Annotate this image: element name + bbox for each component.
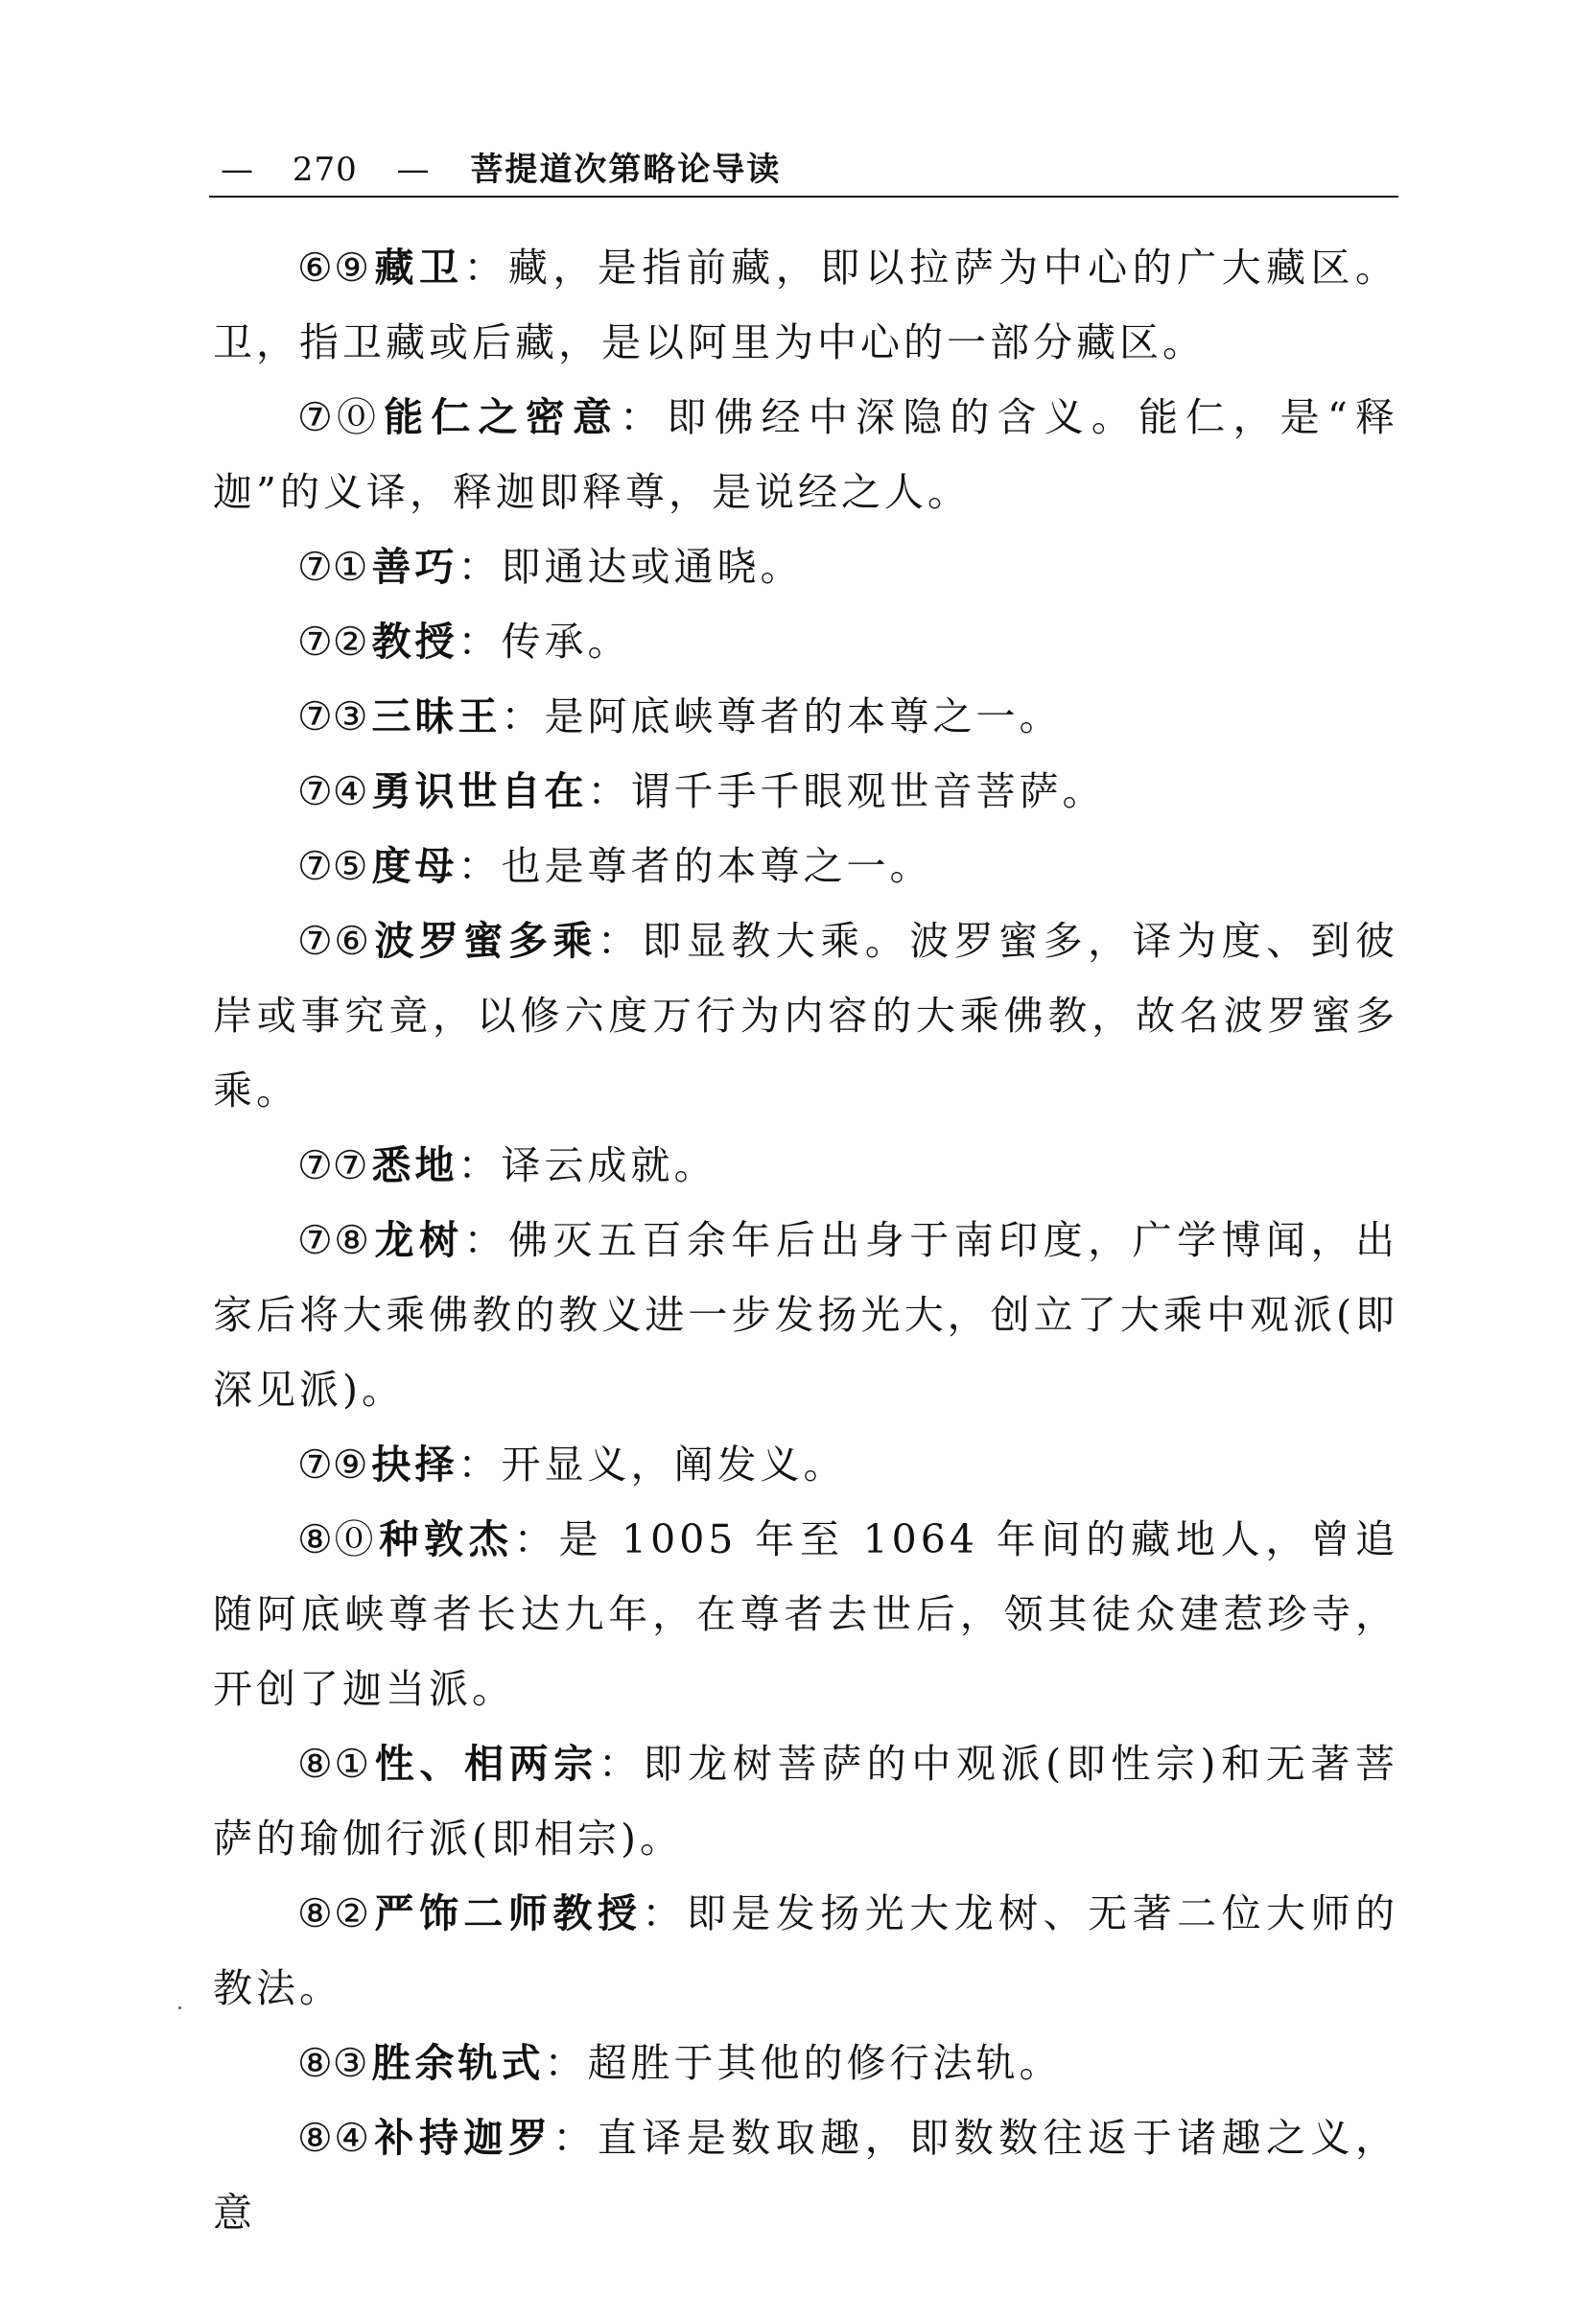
note-term: 善巧 [371, 544, 458, 590]
note-term: 藏卫 [374, 245, 464, 291]
note-text: ：超胜于其他的修行法轨。 [544, 2040, 1063, 2086]
note-80 [213, 1502, 1398, 1726]
note-text: ：开显义，阐发义。 [458, 1442, 847, 1488]
notes-list [213, 230, 1398, 2250]
note-text: ：即通达或通晓。 [458, 544, 804, 590]
note-text: ：是 1005 年至 1064 年间的藏地人，曾追随阿底峡尊者长达九年，在尊者去世后，领其徒众建惹珍寺，开创了迦当派。 [213, 1516, 1398, 1712]
note-84 [213, 2100, 1398, 2250]
note-75 [213, 829, 1398, 903]
note-69 [213, 230, 1398, 380]
note-term: 胜余轨式 [371, 2040, 545, 2086]
note-76 [213, 903, 1398, 1128]
note-marker: ⑧④ [297, 2115, 371, 2161]
note-text: ：译云成就。 [458, 1142, 717, 1188]
note-text: ：也是尊者的本尊之一。 [458, 843, 933, 889]
note-73 [213, 679, 1398, 754]
note-marker: ⑦⑥ [297, 918, 371, 964]
page-number: 270 [292, 151, 358, 189]
note-term: 龙树 [374, 1217, 464, 1263]
note-77 [213, 1128, 1398, 1203]
note-72 [213, 604, 1398, 679]
note-82 [213, 1876, 1398, 2026]
note-term: 教授 [371, 619, 458, 665]
note-text: ：直译是数取趣，即数数往返于诸趣之义，意 [213, 2115, 1399, 2236]
note-70 [213, 380, 1398, 529]
note-marker: ⑦⑧ [297, 1217, 371, 1263]
note-text: ：即是发扬光大龙树、无著二位大师的教法。 [213, 1890, 1398, 2011]
note-marker: ⑦⓪ [297, 394, 381, 440]
note-text: ：藏，是指前藏，即以拉萨为中心的广大藏区。卫，指卫藏或后藏，是以阿里为中心的一部分藏区。 [213, 245, 1399, 365]
note-term: 种敦杰 [379, 1516, 514, 1562]
note-marker: ⑦② [297, 619, 368, 665]
note-term: 勇识世自在 [371, 768, 588, 814]
note-marker: ⑧⓪ [297, 1516, 376, 1562]
note-marker: ⑦④ [297, 768, 368, 814]
note-marker: ⑧③ [297, 2040, 368, 2086]
note-term: 严饰二师教授 [374, 1890, 643, 1936]
note-71 [213, 529, 1398, 604]
header-dash-left: — [221, 151, 253, 189]
note-78 [213, 1203, 1398, 1427]
scan-speck [178, 2006, 181, 2009]
page-header [209, 144, 1398, 198]
note-marker: ⑦③ [297, 693, 368, 739]
note-text: ：即佛经中深隐的含义。能仁，是“释迦”的义译，释迦即释尊，是说经之人。 [213, 394, 1399, 515]
note-marker: ⑧② [297, 1890, 371, 1936]
note-term: 度母 [371, 843, 458, 889]
note-83 [213, 2026, 1398, 2100]
note-text: ：传承。 [458, 619, 631, 665]
note-text: ：即显教大乘。波罗蜜多，译为度、到彼岸或事究竟，以修六度万行为内容的大乘佛教，故名波罗蜜多乘。 [213, 918, 1399, 1114]
note-79 [213, 1427, 1398, 1502]
note-text: ：是阿底峡尊者的本尊之一。 [501, 693, 1063, 739]
note-74 [213, 754, 1398, 829]
note-term: 性、相两宗 [374, 1741, 598, 1787]
note-marker: ⑧① [297, 1741, 371, 1787]
note-marker: ⑦① [297, 544, 368, 590]
note-term: 波罗蜜多乘 [374, 918, 598, 964]
note-marker: ⑦⑨ [297, 1442, 368, 1488]
header-dash-right: — [396, 151, 430, 189]
note-marker: ⑥⑨ [297, 245, 371, 291]
book-title: 菩提道次第略论导读 [470, 151, 782, 189]
note-81 [213, 1726, 1398, 1876]
note-term: 抉择 [371, 1442, 458, 1488]
note-marker: ⑦⑦ [297, 1142, 368, 1188]
note-term: 能仁之密意 [384, 394, 621, 440]
note-term: 悉地 [371, 1142, 458, 1188]
note-marker: ⑦⑤ [297, 843, 368, 889]
note-term: 补持迦罗 [374, 2115, 553, 2161]
note-term: 三昧王 [371, 693, 502, 739]
note-text: ：佛灭五百余年后出身于南印度，广学博闻，出家后将大乘佛教的教义进一步发扬光大，创立了大乘中观派(即深见派)。 [213, 1217, 1399, 1413]
note-text: ：即龙树菩萨的中观派(即性宗)和无著菩萨的瑜伽行派(即相宗)。 [213, 1741, 1399, 1862]
note-text: ：谓千手千眼观世音菩萨。 [587, 768, 1106, 814]
